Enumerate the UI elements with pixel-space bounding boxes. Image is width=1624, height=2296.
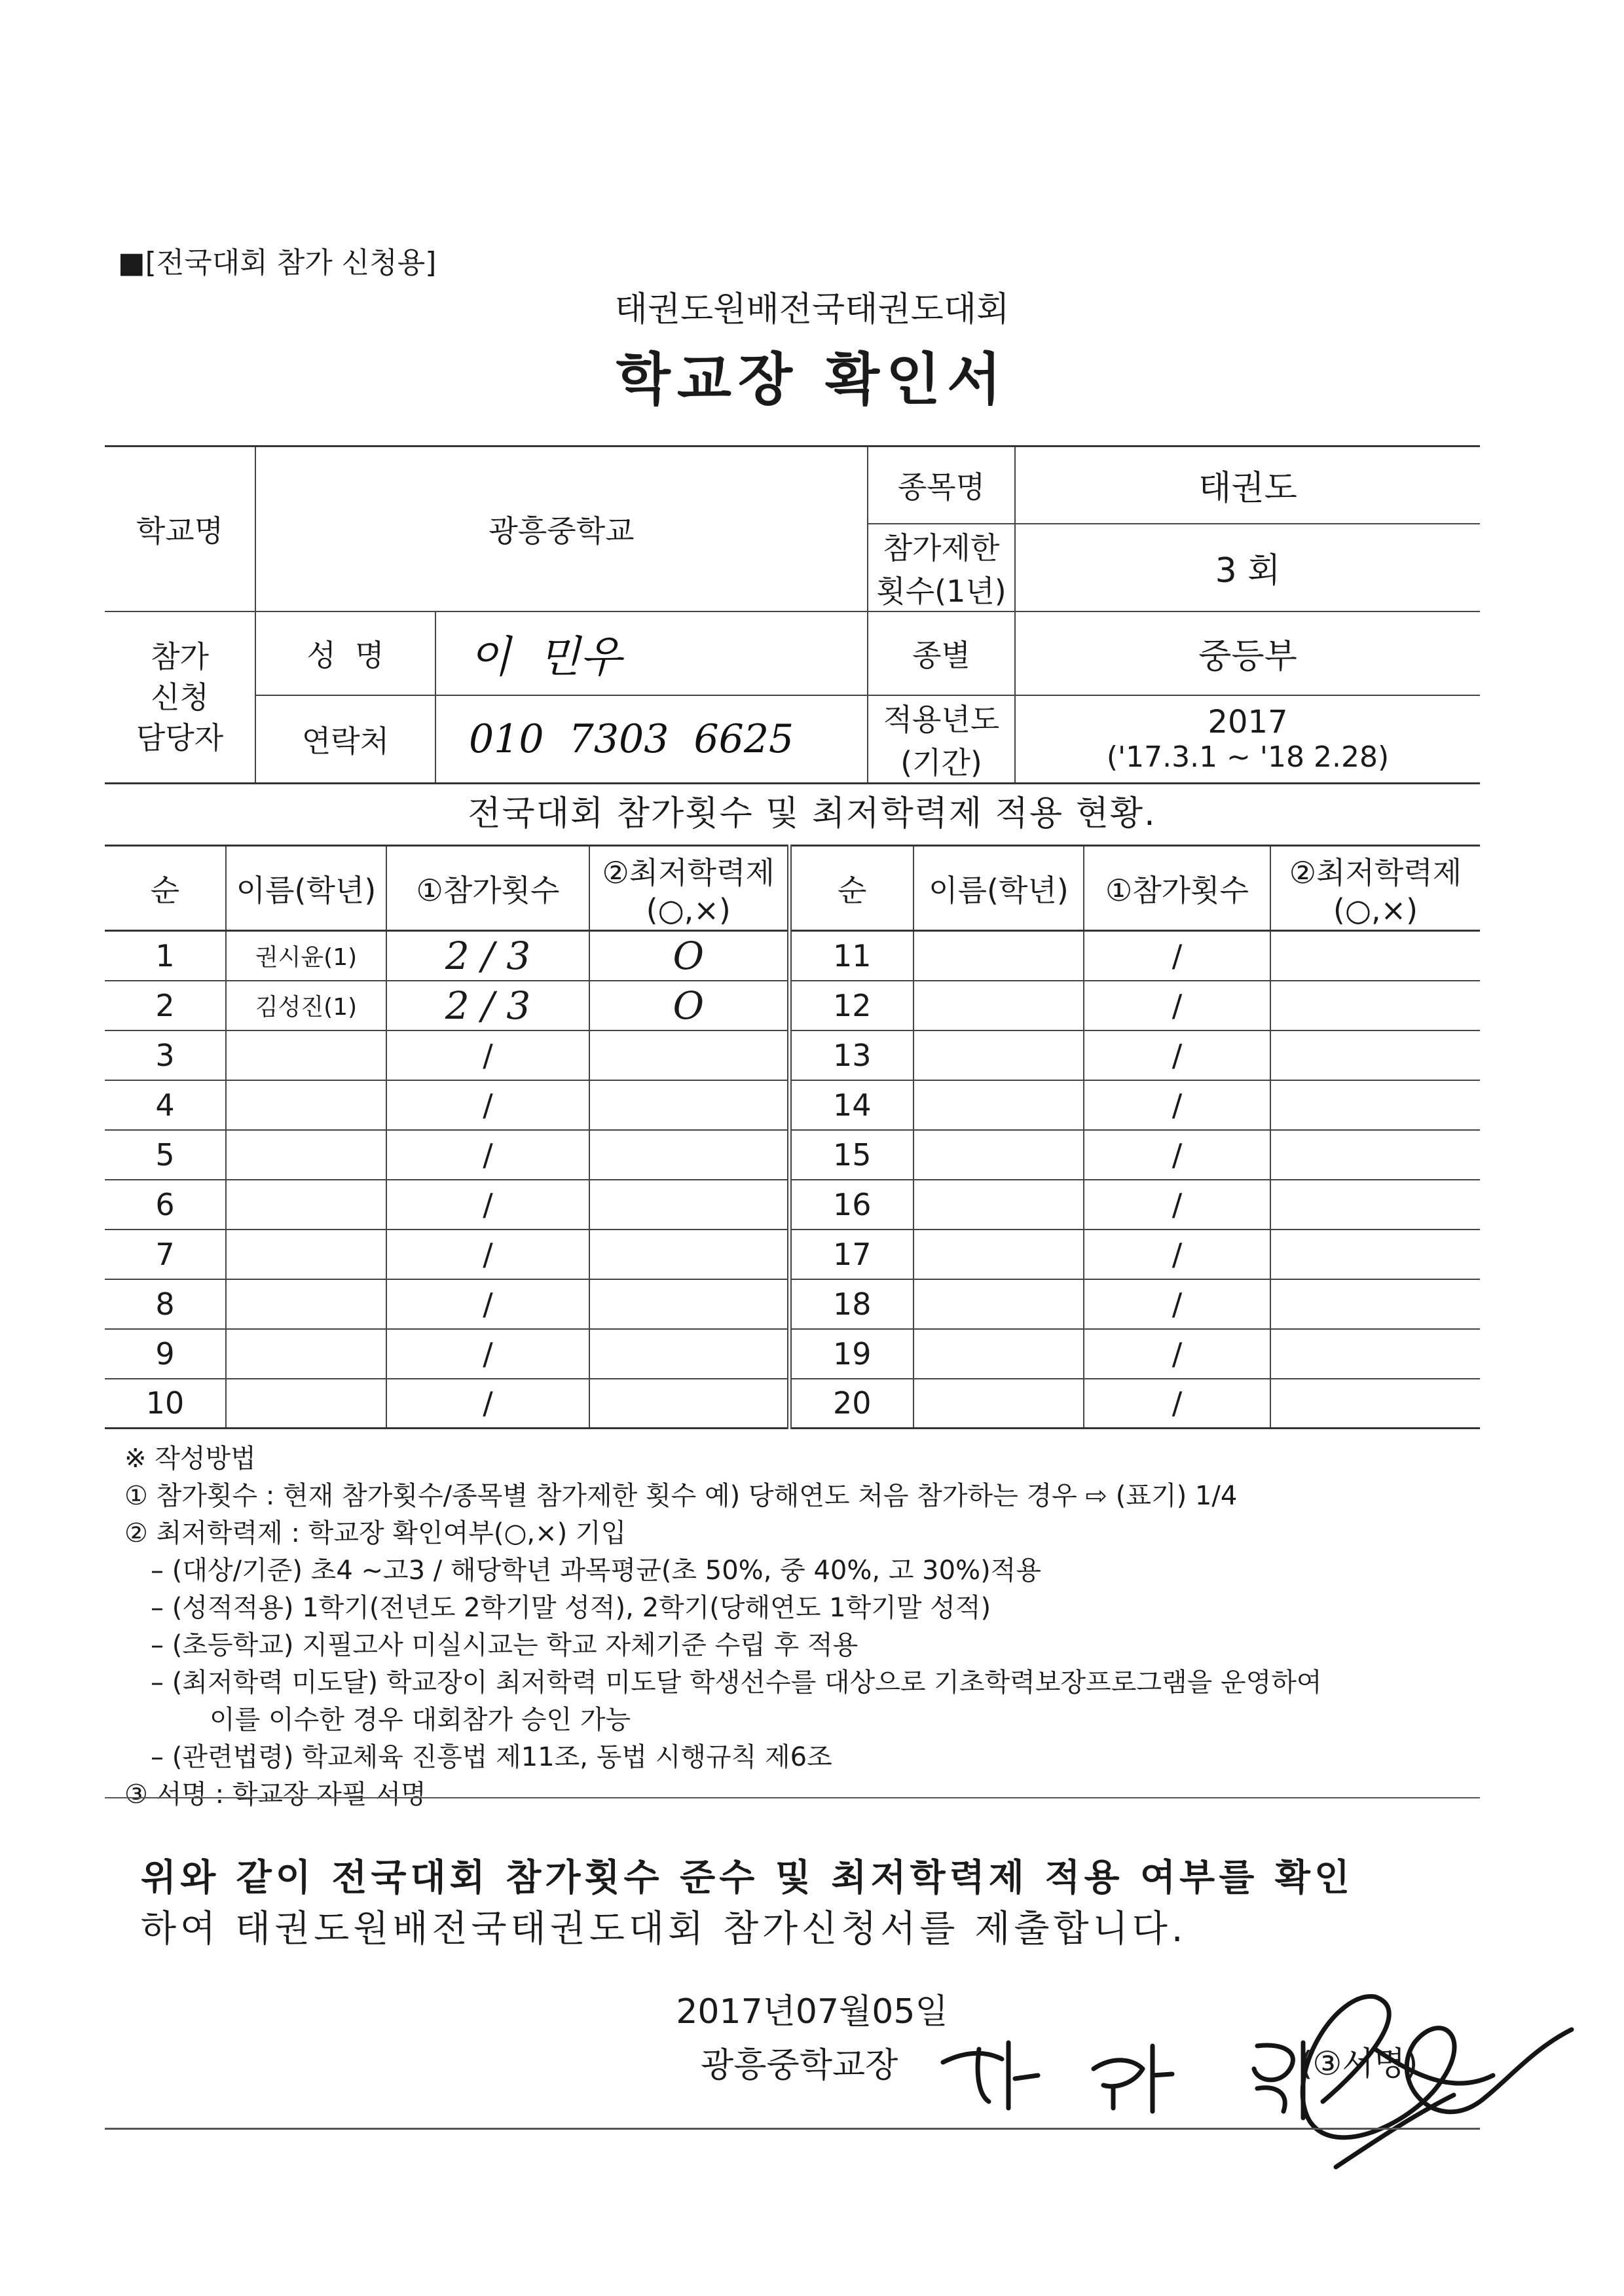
document-title: 학교장 확인서 (616, 347, 1008, 412)
header-count-right: ①참가횟수 (1084, 846, 1270, 931)
roster-header-row (105, 846, 1480, 931)
confirmation-statement (141, 1853, 1503, 1955)
min-academic-mark (1270, 1379, 1480, 1429)
applicant-name-label: 성 명 (255, 611, 435, 695)
row-number: 5 (105, 1130, 226, 1180)
table-row (105, 931, 1480, 981)
student-name: 김성진(1) (226, 981, 386, 1030)
instruction-line: ③ 서명 : 학교장 자필 서명 (124, 1779, 426, 1810)
student-name (913, 1130, 1084, 1180)
application-year: 2017 (1208, 704, 1288, 740)
row-number: 19 (789, 1329, 913, 1379)
instruction-line: – (성적적용) 1학기(전년도 2학기말 성적), 2학기(당해연도 1학기말 성적) (151, 1593, 991, 1623)
header-count-left: ①참가횟수 (386, 846, 589, 931)
application-year-label-line1: 적용년도 (883, 701, 1000, 737)
applicant-label-line1: 참가 (151, 638, 209, 674)
student-name (913, 931, 1084, 981)
row-number: 16 (789, 1180, 913, 1230)
principal-signature (917, 1971, 1591, 2180)
student-name: 권시윤(1) (226, 931, 386, 981)
row-number: 14 (789, 1080, 913, 1130)
participation-count: / (1084, 1030, 1270, 1080)
student-name (913, 1030, 1084, 1080)
instruction-line: – (초등학교) 지필고사 미실시교는 학교 자체기준 수립 후 적용 (151, 1630, 858, 1660)
instruction-line: – (관련법령) 학교체육 진흥법 제11조, 동법 시행규칙 제6조 (151, 1742, 832, 1772)
instruction-line: – (최저학력 미도달) 학교장이 최저학력 미도달 학생선수를 대상으로 기초학력보장프로그램을 운영하여 (151, 1667, 1322, 1698)
student-name (226, 1030, 386, 1080)
divider (105, 1797, 1480, 1798)
row-number: 10 (105, 1379, 226, 1429)
division-value: 중등부 (1015, 611, 1480, 695)
participation-count: / (1084, 981, 1270, 1030)
instructions-heading: ※ 작성방법 (124, 1444, 256, 1474)
row-number: 2 (105, 981, 226, 1030)
min-academic-mark (1270, 1279, 1480, 1329)
student-name (913, 1180, 1084, 1230)
row-number: 13 (789, 1030, 913, 1080)
instruction-line: – (대상/기준) 초4 ~고3 / 해당학년 과목평균(초 50%, 중 40%, 고 30%)적용 (151, 1556, 1041, 1586)
application-year-label (868, 695, 1015, 784)
min-academic-mark (589, 1030, 789, 1080)
applicant-label-line2: 신청 (151, 679, 209, 715)
min-academic-mark (589, 1230, 789, 1279)
min-academic-mark (589, 1180, 789, 1230)
participation-count: / (1084, 1080, 1270, 1130)
student-name (226, 1230, 386, 1279)
applicant-label (105, 611, 255, 784)
participation-count: / (386, 1329, 589, 1379)
participation-count: / (386, 1279, 589, 1329)
participation-count: / (386, 1180, 589, 1230)
student-name (226, 1279, 386, 1329)
table-row (105, 1279, 1480, 1329)
row-number: 6 (105, 1180, 226, 1230)
participation-limit-label-line1: 참가제한 (883, 530, 1000, 566)
instruction-line: ① 참가횟수 : 현재 참가횟수/종목별 참가제한 횟수 예) 당해연도 처음 참가하는 경우 ⇨ (표기) 1/4 (124, 1481, 1238, 1511)
header-minacad-right (1270, 846, 1480, 931)
table-row (105, 1329, 1480, 1379)
row-number: 7 (105, 1230, 226, 1279)
roster-body (105, 931, 1480, 1429)
min-academic-mark: O (589, 931, 789, 981)
document-date: 2017년07월05일 (676, 1992, 948, 2032)
division-label: 종별 (868, 611, 1015, 695)
student-name (226, 1379, 386, 1429)
min-academic-mark (1270, 1230, 1480, 1279)
header-name-left: 이름(학년) (226, 846, 386, 931)
min-academic-mark (1270, 1329, 1480, 1379)
student-name (913, 1379, 1084, 1429)
student-name (913, 1080, 1084, 1130)
student-name (913, 1329, 1084, 1379)
participation-count: / (386, 1130, 589, 1180)
instruction-line: ② 최저학력제 : 학교장 확인여부(○,×) 기입 (124, 1518, 627, 1548)
statement-line1: 위와 같이 전국대회 참가횟수 준수 및 최저학력제 적용 여부를 확인 (141, 1857, 1354, 1899)
student-name (913, 1230, 1084, 1279)
min-academic-mark (589, 1130, 789, 1180)
table-row (105, 1130, 1480, 1180)
row-number: 15 (789, 1130, 913, 1180)
student-name (226, 1180, 386, 1230)
form-type-label: ■[전국대회 참가 신청용] (118, 246, 437, 280)
participation-count: / (1084, 1279, 1270, 1329)
participation-count: / (1084, 1180, 1270, 1230)
min-academic-mark (1270, 1030, 1480, 1080)
header-minacad-left-line2: (○,×) (646, 892, 731, 928)
min-academic-mark (589, 1379, 789, 1429)
participation-count: / (1084, 1379, 1270, 1429)
participation-count: / (1084, 1230, 1270, 1279)
row-number: 18 (789, 1279, 913, 1329)
row-number: 4 (105, 1080, 226, 1130)
participation-count: / (386, 1379, 589, 1429)
student-name (913, 1279, 1084, 1329)
status-section-title: 전국대회 참가횟수 및 최저학력제 적용 현황. (468, 794, 1156, 833)
min-academic-mark (589, 1080, 789, 1130)
applicant-name-handwritten: 이 민우 (435, 611, 868, 695)
student-name (226, 1130, 386, 1180)
row-number: 1 (105, 931, 226, 981)
statement-line2: 하여 태권도원배전국태권도대회 참가신청서를 제출합니다. (141, 1908, 1187, 1950)
table-row (105, 1180, 1480, 1230)
header-minacad-left-line1: ②최저학력제 (602, 854, 775, 890)
table-row (105, 1230, 1480, 1279)
header-minacad-right-line2: (○,×) (1333, 892, 1418, 928)
header-no-left: 순 (105, 846, 226, 931)
row-number: 20 (789, 1379, 913, 1429)
min-academic-mark: O (589, 981, 789, 1030)
row-number: 8 (105, 1279, 226, 1329)
school-name-value: 광흥중학교 (255, 446, 868, 611)
table-row (105, 1030, 1480, 1080)
participation-count: / (386, 1030, 589, 1080)
row-number: 17 (789, 1230, 913, 1279)
participation-count: / (1084, 931, 1270, 981)
header-minacad-left (589, 846, 789, 931)
header-name-right: 이름(학년) (913, 846, 1084, 931)
application-period: ('17.3.1 ~ '18 2.28) (1106, 740, 1390, 774)
student-name (226, 1080, 386, 1130)
participation-count: / (1084, 1329, 1270, 1379)
row-number: 11 (789, 931, 913, 981)
participant-roster-table (105, 845, 1480, 1429)
signature-mark: (③서명) (1300, 2045, 1418, 2083)
student-name (226, 1329, 386, 1379)
participation-count: / (1084, 1130, 1270, 1180)
applicant-label-line3: 담당자 (136, 720, 224, 756)
min-academic-mark (589, 1279, 789, 1329)
row-number: 3 (105, 1030, 226, 1080)
row-number: 12 (789, 981, 913, 1030)
application-year-label-line2: (기간) (900, 744, 982, 780)
participation-limit-value: 3 회 (1015, 524, 1480, 611)
instruction-line: 이를 이수한 경우 대회참가 승인 가능 (210, 1705, 631, 1735)
sport-label: 종목명 (868, 446, 1015, 524)
min-academic-mark (589, 1329, 789, 1379)
min-academic-mark (1270, 1180, 1480, 1230)
participation-count: 2 / 3 (386, 981, 589, 1030)
event-name: 태권도원배전국태권도대회 (614, 290, 1010, 329)
participation-count: / (386, 1230, 589, 1279)
contact-label: 연락처 (255, 695, 435, 784)
participation-count: / (386, 1080, 589, 1130)
sport-value: 태권도 (1015, 446, 1480, 524)
table-row (105, 1080, 1480, 1130)
min-academic-mark (1270, 931, 1480, 981)
row-number: 9 (105, 1329, 226, 1379)
min-academic-mark (1270, 1080, 1480, 1130)
participation-limit-label-line2: 횟수(1년) (876, 573, 1006, 609)
table-row (105, 981, 1480, 1030)
school-name-label: 학교명 (105, 446, 255, 611)
header-no-right: 순 (789, 846, 913, 931)
student-name (913, 981, 1084, 1030)
instructions (124, 1440, 1486, 1813)
participation-limit-label (868, 524, 1015, 611)
table-row (105, 1379, 1480, 1429)
header-minacad-right-line1: ②최저학력제 (1289, 854, 1462, 890)
bottom-divider (105, 2128, 1480, 2130)
participation-count: 2 / 3 (386, 931, 589, 981)
school-info-table (105, 445, 1480, 784)
min-academic-mark (1270, 1130, 1480, 1180)
min-academic-mark (1270, 981, 1480, 1030)
application-year-value (1015, 695, 1480, 784)
contact-handwritten: 010 7303 6625 (435, 695, 868, 784)
principal-title: 광흥중학교장 (701, 2046, 898, 2085)
